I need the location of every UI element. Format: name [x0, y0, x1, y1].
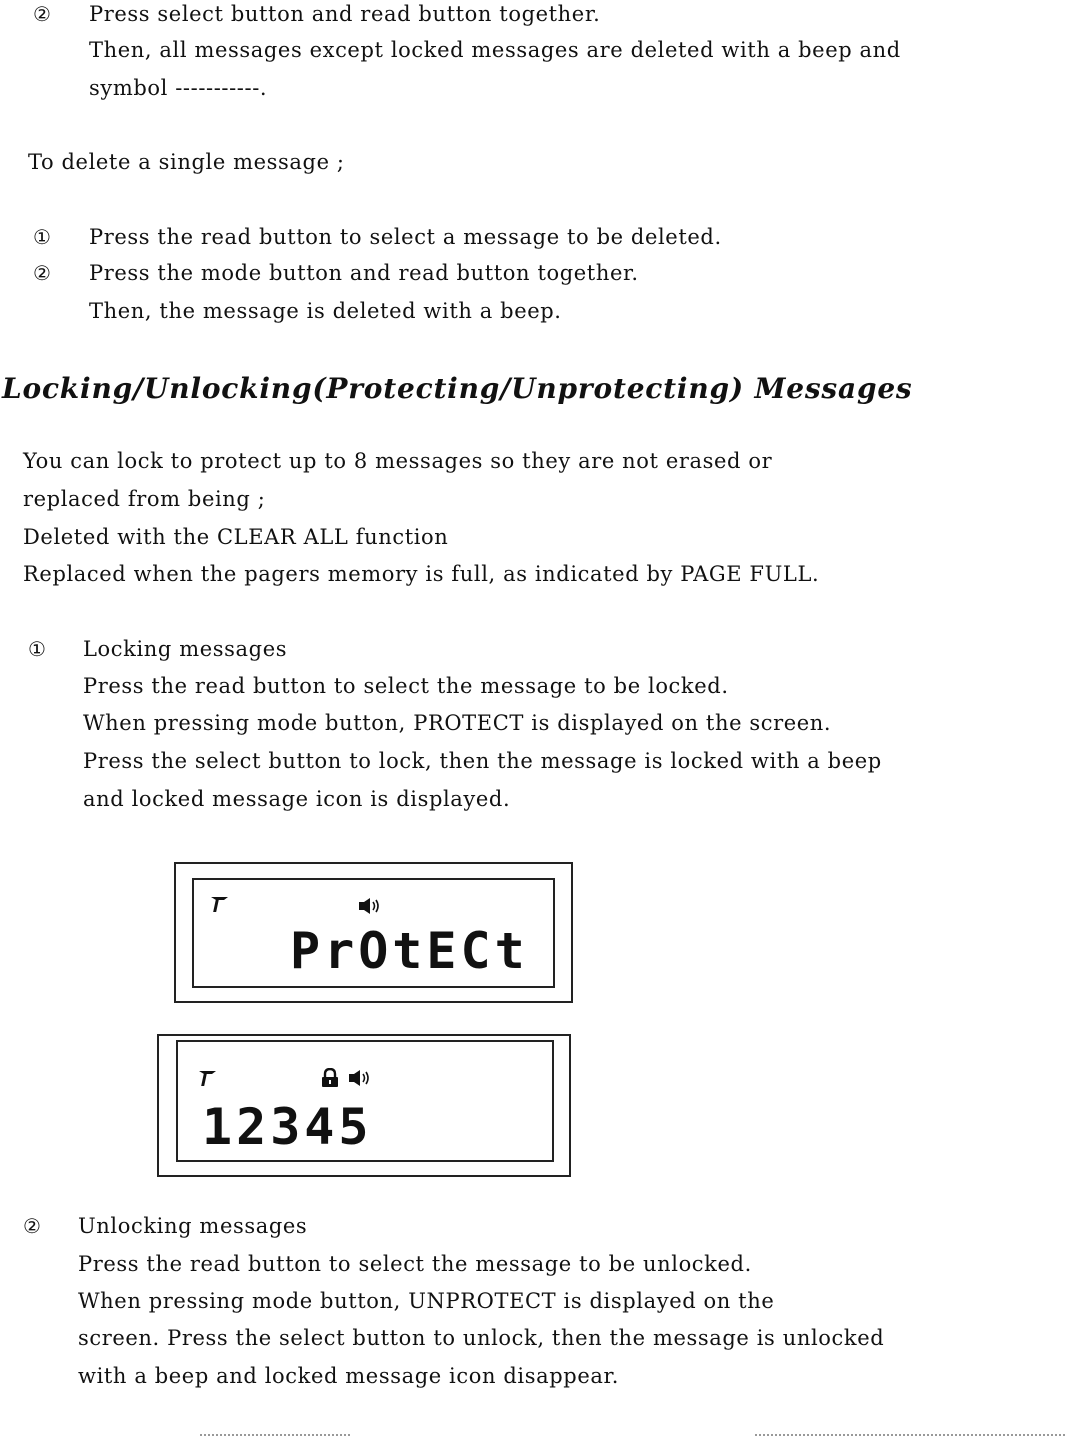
locking-item-title: Locking messages	[83, 637, 288, 661]
lcd-screen	[176, 1040, 554, 1162]
lcd-text: PrOtECt	[290, 922, 529, 980]
unlocking-item-text: Press the read button to select the message to be unlocked.	[78, 1252, 752, 1276]
locking-item-text: Press the select button to lock, then the message is locked with a beep	[83, 749, 882, 773]
locking-item-text: Press the read button to select the message to be locked.	[83, 674, 729, 698]
step-marker: ①	[33, 225, 52, 249]
locking-item-text: When pressing mode button, PROTECT is displayed on the screen.	[83, 711, 832, 735]
speaker-icon	[348, 1070, 370, 1086]
speaker-icon	[358, 898, 380, 914]
locking-intro-text: You can lock to protect up to 8 messages so they are not erased or	[23, 449, 773, 473]
unlocking-item-text: screen. Press the select button to unlock, then the message is unlocked	[78, 1326, 885, 1350]
unlocking-item-text: When pressing mode button, UNPROTECT is displayed on the	[78, 1289, 775, 1313]
delete-single-step1-text: Press the read button to select a message to be deleted.	[89, 225, 722, 249]
locking-intro-text: replaced from being ;	[23, 487, 266, 511]
delete-single-step2-followup: Then, the message is deleted with a beep.	[89, 299, 562, 323]
clear-all-step2-text: Then, all messages except locked messages are deleted with a beep and	[89, 38, 901, 62]
scan-artifact	[755, 1434, 1065, 1436]
item-marker: ①	[28, 637, 47, 661]
locking-item-text: and locked message icon is displayed.	[83, 787, 511, 811]
antenna-icon	[210, 894, 232, 916]
lcd-screen	[192, 878, 555, 988]
unlocking-item-text: with a beep and locked message icon disappear.	[78, 1364, 620, 1388]
unlocking-item-title: Unlocking messages	[78, 1214, 308, 1238]
delete-single-step2-text: Press the mode button and read button together.	[89, 261, 639, 285]
step-marker: ②	[33, 2, 52, 26]
locking-intro-text: Deleted with the CLEAR ALL function	[23, 525, 449, 549]
scan-artifact	[200, 1434, 350, 1436]
locking-intro-text: Replaced when the pagers memory is full, as indicated by PAGE FULL.	[23, 562, 820, 586]
clear-all-step2-text: symbol -----------.	[89, 76, 268, 100]
lcd-display-locked	[157, 1034, 571, 1177]
lcd-display-protect	[174, 862, 573, 1003]
step-marker: ②	[33, 261, 52, 285]
lcd-text: 12345	[202, 1098, 373, 1156]
lock-icon	[320, 1068, 340, 1088]
item-marker: ②	[23, 1214, 42, 1238]
antenna-icon	[198, 1068, 220, 1090]
clear-all-step2-text: Press select button and read button together.	[89, 2, 601, 26]
delete-single-intro: To delete a single message ;	[28, 150, 345, 174]
section-heading: Locking/Unlocking(Protecting/Unprotecting) Messages	[2, 372, 913, 405]
